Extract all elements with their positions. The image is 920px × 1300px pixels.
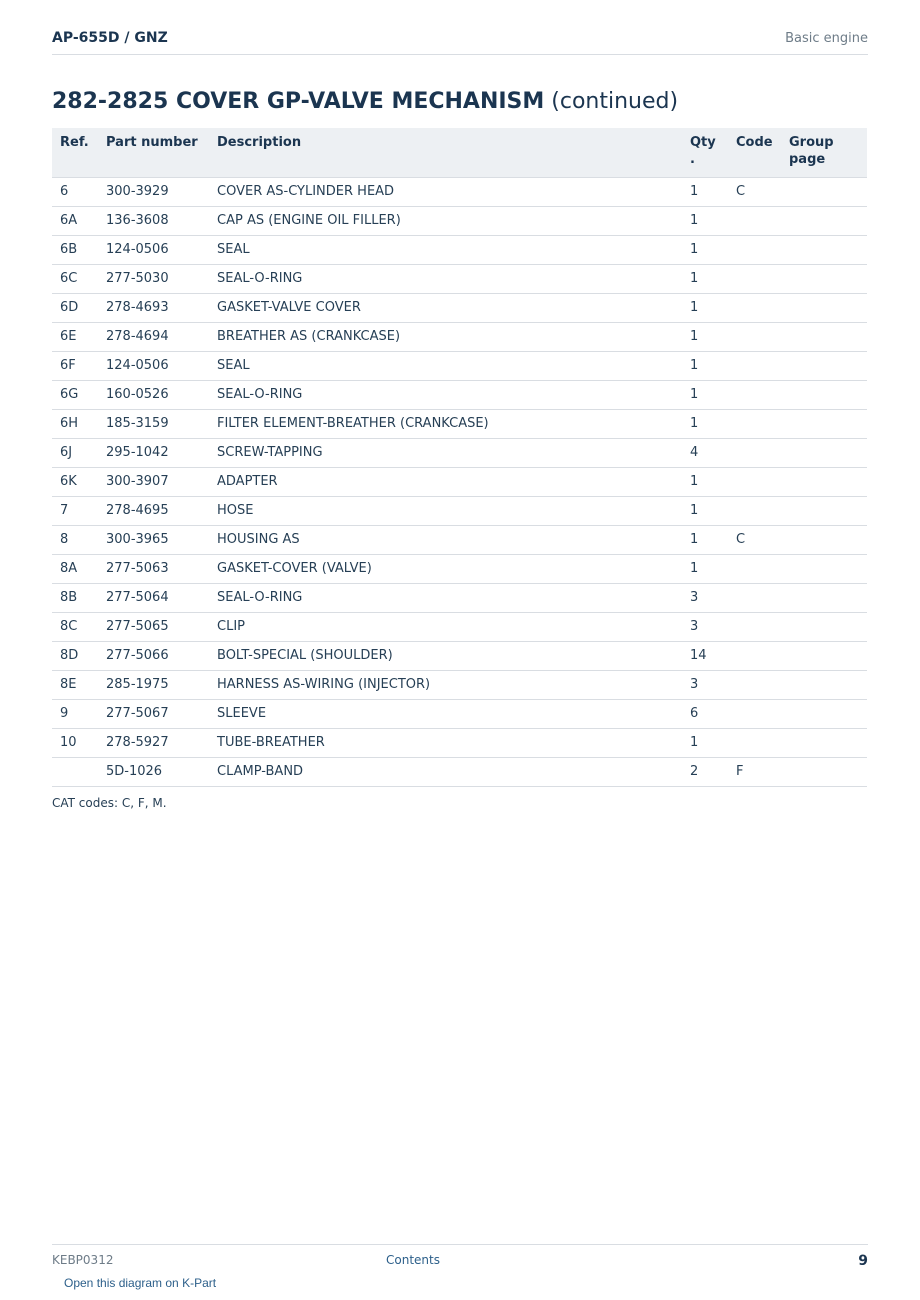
cell-group-page — [781, 438, 867, 467]
cell-part-number: 277-5066 — [98, 641, 209, 670]
table-row — [52, 583, 867, 612]
cell-part-number: 124-0506 — [98, 235, 209, 264]
cell-code — [728, 583, 781, 612]
table-row — [52, 322, 867, 351]
table-row — [52, 264, 867, 293]
cell-code — [728, 699, 781, 728]
cell-qty: 3 — [682, 583, 728, 612]
cell-qty: 1 — [682, 380, 728, 409]
cell-qty: 6 — [682, 699, 728, 728]
cell-description: SEAL-O-RING — [209, 583, 682, 612]
column-header-description — [209, 128, 682, 177]
cell-code — [728, 438, 781, 467]
cell-group-page — [781, 206, 867, 235]
table-row — [52, 612, 867, 641]
document-id: KEBP0312 — [52, 1253, 114, 1267]
cell-qty: 14 — [682, 641, 728, 670]
cell-code — [728, 235, 781, 264]
table-row — [52, 670, 867, 699]
open-kpart-diagram-link[interactable]: Open this diagram on K-Part — [64, 1276, 217, 1290]
cell-description: SCREW-TAPPING — [209, 438, 682, 467]
cell-ref: 6G — [52, 380, 98, 409]
cell-description: GASKET-VALVE COVER — [209, 293, 682, 322]
table-row — [52, 293, 867, 322]
cell-part-number: 136-3608 — [98, 206, 209, 235]
cell-description: CLAMP-BAND — [209, 757, 682, 786]
table-row — [52, 438, 867, 467]
cell-description: CLIP — [209, 612, 682, 641]
cell-ref: 7 — [52, 496, 98, 525]
parts-table — [52, 128, 867, 787]
page-footer — [52, 1244, 868, 1275]
contents-link[interactable]: Contents — [386, 1253, 440, 1267]
cell-code — [728, 351, 781, 380]
cell-part-number: 278-4695 — [98, 496, 209, 525]
cell-ref: 6H — [52, 409, 98, 438]
cell-code — [728, 264, 781, 293]
table-header-row — [52, 128, 867, 177]
cell-part-number: 5D-1026 — [98, 757, 209, 786]
cell-part-number: 285-1975 — [98, 670, 209, 699]
title-continued: (continued) — [544, 89, 679, 114]
parts-table-body — [52, 177, 867, 786]
table-row — [52, 206, 867, 235]
cell-part-number: 295-1042 — [98, 438, 209, 467]
cell-code: C — [728, 177, 781, 206]
cell-description: HOUSING AS — [209, 525, 682, 554]
cell-ref: 6 — [52, 177, 98, 206]
title-group-name: 282-2825 COVER GP-VALVE MECHANISM — [52, 89, 545, 114]
table-row — [52, 467, 867, 496]
cell-code — [728, 380, 781, 409]
column-header-label: Description — [217, 135, 302, 150]
column-header-label: Part number — [106, 135, 198, 150]
cell-code — [728, 670, 781, 699]
cell-qty: 1 — [682, 728, 728, 757]
cell-qty: 1 — [682, 351, 728, 380]
cell-description: SEAL — [209, 351, 682, 380]
cell-ref: 9 — [52, 699, 98, 728]
cell-ref: 8B — [52, 583, 98, 612]
cell-ref: 6D — [52, 293, 98, 322]
cell-description: COVER AS-CYLINDER HEAD — [209, 177, 682, 206]
cell-description: HARNESS AS-WIRING (INJECTOR) — [209, 670, 682, 699]
cell-part-number: 300-3907 — [98, 467, 209, 496]
cell-group-page — [781, 409, 867, 438]
cell-part-number: 277-5067 — [98, 699, 209, 728]
cell-part-number: 278-4694 — [98, 322, 209, 351]
column-header-code — [728, 128, 781, 177]
cell-code — [728, 641, 781, 670]
table-row — [52, 351, 867, 380]
cell-code — [728, 728, 781, 757]
table-row — [52, 699, 867, 728]
column-header-label: Code — [736, 135, 773, 150]
cell-qty: 3 — [682, 670, 728, 699]
cell-group-page — [781, 351, 867, 380]
cell-ref: 8 — [52, 525, 98, 554]
cell-code — [728, 612, 781, 641]
cell-part-number: 278-4693 — [98, 293, 209, 322]
cell-description: SEAL — [209, 235, 682, 264]
section-label: Basic engine — [785, 31, 868, 46]
cell-group-page — [781, 728, 867, 757]
column-header-ref — [52, 128, 98, 177]
cell-ref: 10 — [52, 728, 98, 757]
cell-group-page — [781, 525, 867, 554]
cell-qty: 1 — [682, 409, 728, 438]
cell-part-number: 277-5063 — [98, 554, 209, 583]
cell-group-page — [781, 322, 867, 351]
cell-qty: 1 — [682, 554, 728, 583]
cell-qty: 1 — [682, 496, 728, 525]
page-title — [52, 89, 678, 114]
cell-description: SEAL-O-RING — [209, 264, 682, 293]
cell-ref: 6E — [52, 322, 98, 351]
cell-code: F — [728, 757, 781, 786]
column-header-label: Group — [789, 135, 834, 150]
cell-group-page — [781, 554, 867, 583]
cell-qty: 3 — [682, 612, 728, 641]
cell-qty: 1 — [682, 467, 728, 496]
cell-group-page — [781, 467, 867, 496]
cell-description: ADAPTER — [209, 467, 682, 496]
cell-ref: 8D — [52, 641, 98, 670]
cell-ref: 6A — [52, 206, 98, 235]
cell-description: HOSE — [209, 496, 682, 525]
column-header-label: . — [690, 152, 695, 167]
cell-qty: 1 — [682, 177, 728, 206]
cell-qty: 1 — [682, 235, 728, 264]
cell-part-number: 300-3965 — [98, 525, 209, 554]
cell-group-page — [781, 380, 867, 409]
table-row — [52, 380, 867, 409]
cell-part-number: 277-5064 — [98, 583, 209, 612]
cell-description: CAP AS (ENGINE OIL FILLER) — [209, 206, 682, 235]
cell-code — [728, 409, 781, 438]
cell-part-number: 278-5927 — [98, 728, 209, 757]
page-number: 9 — [858, 1253, 868, 1269]
cell-group-page — [781, 264, 867, 293]
cell-part-number: 277-5065 — [98, 612, 209, 641]
page-header — [52, 28, 868, 55]
cell-group-page — [781, 699, 867, 728]
table-row — [52, 641, 867, 670]
table-row — [52, 525, 867, 554]
cell-code — [728, 322, 781, 351]
cell-description: SEAL-O-RING — [209, 380, 682, 409]
cell-group-page — [781, 670, 867, 699]
cat-codes-note: CAT codes: C, F, M. — [52, 796, 167, 810]
cell-ref: 6C — [52, 264, 98, 293]
cell-ref: 8C — [52, 612, 98, 641]
cell-group-page — [781, 177, 867, 206]
cell-qty: 1 — [682, 322, 728, 351]
cell-code — [728, 496, 781, 525]
table-row — [52, 409, 867, 438]
cell-ref: 6B — [52, 235, 98, 264]
cell-qty: 1 — [682, 293, 728, 322]
table-row — [52, 757, 867, 786]
cell-ref: 8E — [52, 670, 98, 699]
cell-part-number: 277-5030 — [98, 264, 209, 293]
cell-group-page — [781, 293, 867, 322]
table-row — [52, 235, 867, 264]
table-row — [52, 728, 867, 757]
cell-qty: 1 — [682, 525, 728, 554]
cell-code — [728, 554, 781, 583]
cell-group-page — [781, 496, 867, 525]
cell-ref: 6J — [52, 438, 98, 467]
cell-description: TUBE-BREATHER — [209, 728, 682, 757]
model-label: AP-655D / GNZ — [52, 30, 168, 46]
cell-qty: 4 — [682, 438, 728, 467]
cell-description: BREATHER AS (CRANKCASE) — [209, 322, 682, 351]
cell-description: FILTER ELEMENT-BREATHER (CRANKCASE) — [209, 409, 682, 438]
column-header-qty — [682, 128, 728, 177]
cell-part-number: 124-0506 — [98, 351, 209, 380]
table-row — [52, 554, 867, 583]
cell-part-number: 160-0526 — [98, 380, 209, 409]
cell-part-number: 300-3929 — [98, 177, 209, 206]
cell-ref: 8A — [52, 554, 98, 583]
cell-ref — [52, 757, 98, 786]
cell-code — [728, 206, 781, 235]
cell-code — [728, 467, 781, 496]
table-row — [52, 177, 867, 206]
cell-description: SLEEVE — [209, 699, 682, 728]
cell-group-page — [781, 757, 867, 786]
cell-code: C — [728, 525, 781, 554]
cell-group-page — [781, 235, 867, 264]
cell-ref: 6F — [52, 351, 98, 380]
table-row — [52, 496, 867, 525]
cell-qty: 2 — [682, 757, 728, 786]
cell-description: BOLT-SPECIAL (SHOULDER) — [209, 641, 682, 670]
cell-part-number: 185-3159 — [98, 409, 209, 438]
cell-qty: 1 — [682, 206, 728, 235]
cell-code — [728, 293, 781, 322]
cell-group-page — [781, 583, 867, 612]
cell-ref: 6K — [52, 467, 98, 496]
column-header-label: page — [789, 152, 826, 167]
cell-qty: 1 — [682, 264, 728, 293]
column-header-label: Ref. — [60, 135, 89, 150]
column-header-group-page — [781, 128, 867, 177]
cell-description: GASKET-COVER (VALVE) — [209, 554, 682, 583]
column-header-part-number — [98, 128, 209, 177]
cell-group-page — [781, 641, 867, 670]
cell-group-page — [781, 612, 867, 641]
column-header-label: Qty — [690, 135, 716, 150]
